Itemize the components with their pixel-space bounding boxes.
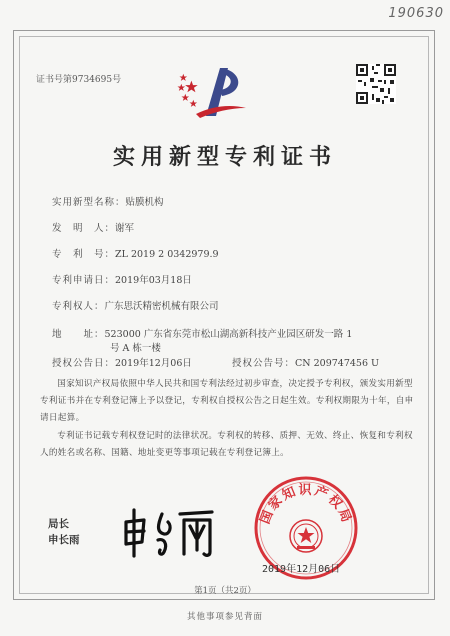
field-grant-date (52, 355, 192, 369)
qr-code-icon (356, 64, 396, 104)
field-label: 实用新型名称： (52, 197, 126, 208)
field-value: 广东思沃精密机械有限公司 (104, 301, 219, 312)
field-address (52, 326, 352, 340)
handwritten-number: 190630 (388, 6, 444, 21)
handwritten-signature-icon (118, 504, 218, 562)
seal-text: 国家知识产权局 (257, 483, 355, 527)
certificate-title: 实用新型专利证书 (112, 144, 337, 170)
field-label: 地 址： (52, 329, 105, 340)
field-address-line2: 号 A 栋一楼 (110, 343, 161, 354)
footer-note: 其他事项参见背面 (186, 612, 263, 622)
field-grant-number (232, 355, 379, 369)
field-value: 谢军 (115, 223, 135, 234)
field-label: 授权公告日： (52, 358, 116, 369)
field-inventor (52, 220, 134, 234)
commissioner-title: 局长 (48, 518, 69, 530)
field-filing-date (52, 272, 192, 286)
field-value: 贴膜机构 (125, 197, 164, 208)
legal-status-paragraph: 专利证书记载专利权登记时的法律状况。专利权的转移、质押、无效、终止、恢复和专利权人的姓名或名称、国籍、地址变更等事项记载在专利登记簿上。 (40, 431, 413, 458)
certificate-number: 证书号第9734695号 (36, 75, 122, 85)
field-patent-holder (52, 298, 219, 312)
seal-date: 2019年12月06日 (262, 564, 341, 575)
cnipa-logo-icon (176, 64, 248, 120)
commissioner-name: 申长雨 (48, 534, 80, 546)
field-value: ZL 2019 2 0342979.9 (115, 249, 219, 260)
field-label: 专 利 号： (52, 249, 116, 260)
grant-statement-paragraph: 国家知识产权局依照中华人民共和国专利法经过初步审查，决定授予专利权，颁发实用新型专利证书并在专利登记簿上予以登记，专利权自授权公告之日起生效。专利权期限为十年，自申请日起算。 (40, 379, 414, 423)
field-value: CN 209747456 U (295, 358, 380, 369)
field-value: 2019年12月06日 (115, 358, 192, 369)
field-label: 专利申请日： (52, 275, 116, 286)
field-value: 2019年03月18日 (115, 275, 192, 286)
field-label: 授权公告号： (232, 358, 296, 369)
field-label: 专利权人： (52, 301, 105, 312)
page-number: 第1页（共2页） (194, 586, 256, 596)
field-label: 发 明 人： (52, 223, 116, 234)
field-utility-model-name (52, 194, 164, 208)
field-patent-number (52, 246, 219, 260)
field-value: 523000 广东省东莞市松山湖高新科技产业园区研发一路 1 (104, 329, 353, 340)
